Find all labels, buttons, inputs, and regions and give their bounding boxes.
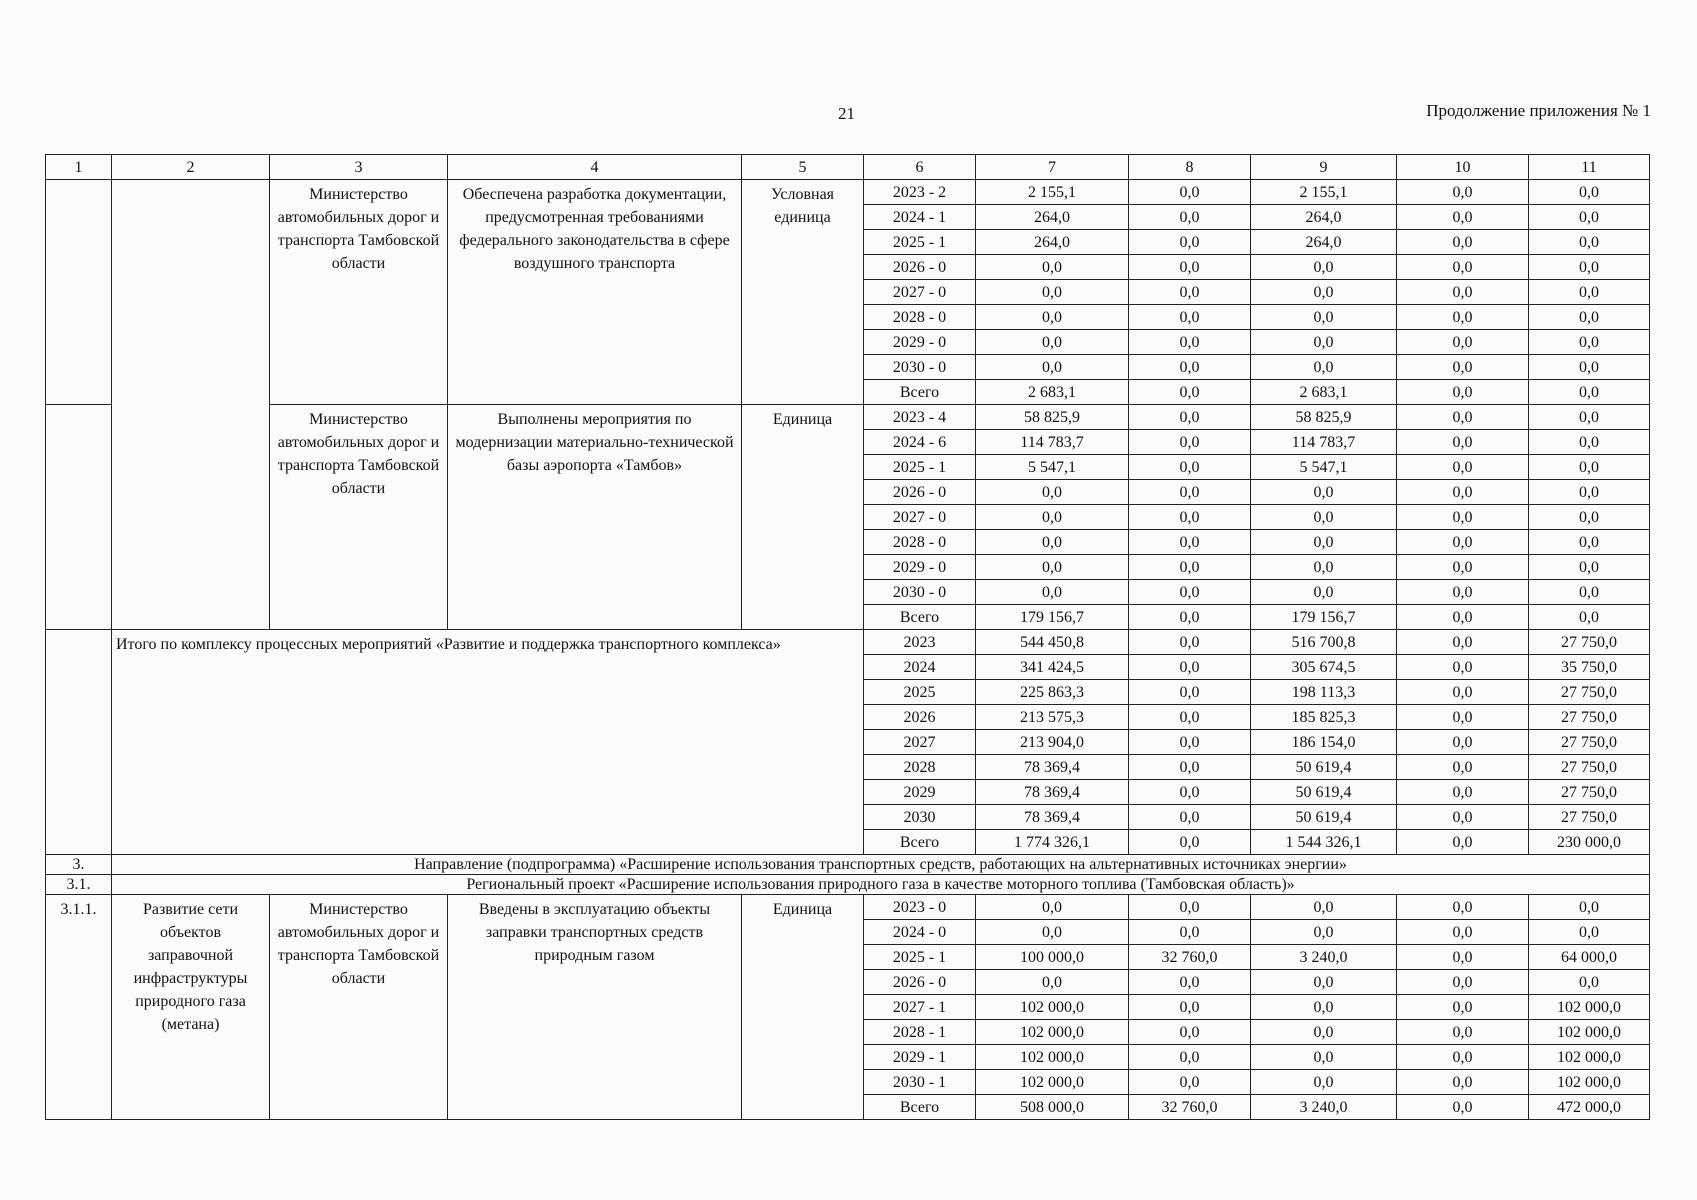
total-cell: 0,0 [976,280,1129,305]
executor-cell: Министерство автомобильных дорог и транспорта Тамбовской области [270,895,448,1120]
activity-name-cell [112,180,270,630]
regional-budget-cell: 185 825,3 [1251,705,1397,730]
total-cell: 0,0 [976,555,1129,580]
total-cell: 0,0 [976,970,1129,995]
federal-budget-cell: 0,0 [1129,730,1251,755]
total-cell: 213 904,0 [976,730,1129,755]
activity-name-cell: Развитие сети объектов заправочной инфраструктуры природного газа (метана) [112,895,270,1120]
total-cell: 0,0 [976,255,1129,280]
regional-budget-cell: 0,0 [1251,970,1397,995]
local-budget-cell: 0,0 [1397,630,1529,655]
regional-budget-cell: 50 619,4 [1251,755,1397,780]
total-cell: 5 547,1 [976,455,1129,480]
year-cell: 2024 - 1 [864,205,976,230]
federal-budget-cell: 0,0 [1129,655,1251,680]
regional-budget-cell: 1 544 326,1 [1251,830,1397,855]
header-cell: 1 [46,155,112,180]
total-cell: 0,0 [976,920,1129,945]
local-budget-cell: 0,0 [1397,555,1529,580]
year-cell: 2030 [864,805,976,830]
extrabudget-cell: 0,0 [1529,280,1650,305]
unit-cell: Единица [742,895,864,1120]
extrabudget-cell: 0,0 [1529,230,1650,255]
local-budget-cell: 0,0 [1397,230,1529,255]
regional-budget-cell: 114 783,7 [1251,430,1397,455]
extrabudget-cell: 102 000,0 [1529,995,1650,1020]
federal-budget-cell: 0,0 [1129,995,1251,1020]
year-cell: Всего [864,1095,976,1120]
table-body [46,155,1650,1120]
federal-budget-cell: 32 760,0 [1129,1095,1251,1120]
header-cell: 2 [112,155,270,180]
year-cell: 2027 [864,730,976,755]
extrabudget-cell: 0,0 [1529,205,1650,230]
total-cell: 0,0 [976,580,1129,605]
regional-budget-cell: 0,0 [1251,280,1397,305]
table-row [46,180,1650,205]
local-budget-cell: 0,0 [1397,830,1529,855]
federal-budget-cell: 0,0 [1129,580,1251,605]
regional-budget-cell: 5 547,1 [1251,455,1397,480]
local-budget-cell: 0,0 [1397,480,1529,505]
federal-budget-cell: 0,0 [1129,380,1251,405]
federal-budget-cell: 0,0 [1129,1045,1251,1070]
regional-budget-cell: 0,0 [1251,480,1397,505]
local-budget-cell: 0,0 [1397,1045,1529,1070]
federal-budget-cell: 0,0 [1129,255,1251,280]
year-cell: 2023 - 2 [864,180,976,205]
local-budget-cell: 0,0 [1397,705,1529,730]
federal-budget-cell: 0,0 [1129,680,1251,705]
page-number: 21 [838,104,855,123]
header-cell: 10 [1397,155,1529,180]
federal-budget-cell: 0,0 [1129,555,1251,580]
federal-budget-cell: 0,0 [1129,455,1251,480]
extrabudget-cell: 0,0 [1529,455,1650,480]
year-cell: 2028 - 0 [864,530,976,555]
federal-budget-cell: 0,0 [1129,1070,1251,1095]
year-cell: 2030 - 1 [864,1070,976,1095]
total-cell: 544 450,8 [976,630,1129,655]
table-row [46,630,1650,655]
regional-budget-cell: 0,0 [1251,505,1397,530]
header-cell: 5 [742,155,864,180]
regional-budget-cell: 2 683,1 [1251,380,1397,405]
regional-budget-cell: 50 619,4 [1251,780,1397,805]
total-cell: 78 369,4 [976,780,1129,805]
extrabudget-cell: 102 000,0 [1529,1045,1650,1070]
extrabudget-cell: 27 750,0 [1529,780,1650,805]
year-cell: 2028 - 1 [864,1020,976,1045]
year-cell: 2024 [864,655,976,680]
extrabudget-cell: 0,0 [1529,505,1650,530]
federal-budget-cell: 0,0 [1129,505,1251,530]
total-cell: 102 000,0 [976,1020,1129,1045]
year-cell: 2023 [864,630,976,655]
local-budget-cell: 0,0 [1397,605,1529,630]
total-cell: 0,0 [976,330,1129,355]
extrabudget-cell: 0,0 [1529,380,1650,405]
year-cell: 2023 - 0 [864,895,976,920]
header-cell: 11 [1529,155,1650,180]
extrabudget-cell: 472 000,0 [1529,1095,1650,1120]
result-cell: Обеспечена разработка документации, предусмотренная требованиями федерального законодательства в сфере воздушного транспорта [448,180,742,405]
table-row [46,895,1650,920]
federal-budget-cell: 0,0 [1129,355,1251,380]
total-cell: 0,0 [976,530,1129,555]
local-budget-cell: 0,0 [1397,730,1529,755]
row-number-cell [46,630,112,855]
regional-budget-cell: 2 155,1 [1251,180,1397,205]
year-cell: 2029 [864,780,976,805]
extrabudget-cell: 102 000,0 [1529,1070,1650,1095]
section-title-cell: Направление (подпрограмма) «Расширение использования транспортных средств, работающих на альтернативных источниках энергии» [112,855,1650,875]
row-number-cell [46,180,112,405]
extrabudget-cell: 27 750,0 [1529,730,1650,755]
extrabudget-cell: 0,0 [1529,305,1650,330]
total-cell: 1 774 326,1 [976,830,1129,855]
extrabudget-cell: 0,0 [1529,530,1650,555]
extrabudget-cell: 27 750,0 [1529,805,1650,830]
total-cell: 102 000,0 [976,1045,1129,1070]
regional-budget-cell: 0,0 [1251,555,1397,580]
year-cell: 2028 - 0 [864,305,976,330]
local-budget-cell: 0,0 [1397,255,1529,280]
regional-budget-cell: 0,0 [1251,1070,1397,1095]
local-budget-cell: 0,0 [1397,780,1529,805]
total-cell: 264,0 [976,205,1129,230]
year-cell: 2029 - 0 [864,555,976,580]
year-cell: Всего [864,605,976,630]
extrabudget-cell: 0,0 [1529,605,1650,630]
year-cell: 2026 - 0 [864,480,976,505]
extrabudget-cell: 0,0 [1529,970,1650,995]
extrabudget-cell: 0,0 [1529,330,1650,355]
executor-cell: Министерство автомобильных дорог и транспорта Тамбовской области [270,180,448,405]
regional-budget-cell: 50 619,4 [1251,805,1397,830]
federal-budget-cell: 0,0 [1129,755,1251,780]
total-cell: 102 000,0 [976,995,1129,1020]
regional-budget-cell: 0,0 [1251,995,1397,1020]
unit-cell: Единица [742,405,864,630]
regional-budget-cell: 0,0 [1251,1020,1397,1045]
year-cell: 2024 - 0 [864,920,976,945]
total-cell: 78 369,4 [976,805,1129,830]
total-cell: 264,0 [976,230,1129,255]
extrabudget-cell: 0,0 [1529,580,1650,605]
year-cell: Всего [864,830,976,855]
regional-budget-cell: 186 154,0 [1251,730,1397,755]
local-budget-cell: 0,0 [1397,530,1529,555]
year-cell: 2026 [864,705,976,730]
total-cell: 100 000,0 [976,945,1129,970]
total-cell: 0,0 [976,505,1129,530]
extrabudget-cell: 0,0 [1529,480,1650,505]
local-budget-cell: 0,0 [1397,580,1529,605]
total-cell: 508 000,0 [976,1095,1129,1120]
row-number-cell: 3.1.1. [46,895,112,1120]
total-cell: 78 369,4 [976,755,1129,780]
local-budget-cell: 0,0 [1397,1020,1529,1045]
regional-budget-cell: 58 825,9 [1251,405,1397,430]
total-cell: 58 825,9 [976,405,1129,430]
federal-budget-cell: 0,0 [1129,205,1251,230]
local-budget-cell: 0,0 [1397,280,1529,305]
local-budget-cell: 0,0 [1397,355,1529,380]
federal-budget-cell: 0,0 [1129,430,1251,455]
local-budget-cell: 0,0 [1397,945,1529,970]
regional-budget-cell: 0,0 [1251,530,1397,555]
local-budget-cell: 0,0 [1397,330,1529,355]
total-cell: 0,0 [976,480,1129,505]
section-number-cell: 3. [46,855,112,875]
federal-budget-cell: 0,0 [1129,895,1251,920]
extrabudget-cell: 102 000,0 [1529,1020,1650,1045]
header-cell: 9 [1251,155,1397,180]
federal-budget-cell: 0,0 [1129,920,1251,945]
federal-budget-cell: 0,0 [1129,805,1251,830]
total-cell: 225 863,3 [976,680,1129,705]
federal-budget-cell: 0,0 [1129,405,1251,430]
federal-budget-cell: 32 760,0 [1129,945,1251,970]
local-budget-cell: 0,0 [1397,755,1529,780]
regional-budget-cell: 0,0 [1251,895,1397,920]
year-cell: 2025 - 1 [864,230,976,255]
extrabudget-cell: 0,0 [1529,255,1650,280]
year-cell: Всего [864,380,976,405]
regional-budget-cell: 0,0 [1251,1045,1397,1070]
local-budget-cell: 0,0 [1397,995,1529,1020]
local-budget-cell: 0,0 [1397,205,1529,230]
local-budget-cell: 0,0 [1397,305,1529,330]
section-3-1-row [46,875,1650,895]
appendix-table [45,154,1650,1120]
year-cell: 2026 - 0 [864,970,976,995]
local-budget-cell: 0,0 [1397,920,1529,945]
federal-budget-cell: 0,0 [1129,330,1251,355]
year-cell: 2027 - 0 [864,505,976,530]
local-budget-cell: 0,0 [1397,455,1529,480]
federal-budget-cell: 0,0 [1129,705,1251,730]
regional-budget-cell: 0,0 [1251,255,1397,280]
extrabudget-cell: 0,0 [1529,555,1650,580]
regional-budget-cell: 264,0 [1251,205,1397,230]
local-budget-cell: 0,0 [1397,970,1529,995]
year-cell: 2023 - 4 [864,405,976,430]
year-cell: 2025 [864,680,976,705]
complex-total-label: Итого по комплексу процессных мероприятий «Развитие и поддержка транспортного комплекса» [112,630,864,855]
total-cell: 0,0 [976,305,1129,330]
year-cell: 2030 - 0 [864,580,976,605]
row-number-cell [46,405,112,630]
extrabudget-cell: 27 750,0 [1529,755,1650,780]
year-cell: 2027 - 0 [864,280,976,305]
regional-budget-cell: 0,0 [1251,305,1397,330]
year-cell: 2027 - 1 [864,995,976,1020]
year-cell: 2025 - 1 [864,945,976,970]
extrabudget-cell: 27 750,0 [1529,705,1650,730]
total-cell: 341 424,5 [976,655,1129,680]
federal-budget-cell: 0,0 [1129,605,1251,630]
header-cell: 4 [448,155,742,180]
extrabudget-cell: 0,0 [1529,405,1650,430]
total-cell: 0,0 [976,895,1129,920]
federal-budget-cell: 0,0 [1129,180,1251,205]
regional-budget-cell: 198 113,3 [1251,680,1397,705]
year-cell: 2029 - 0 [864,330,976,355]
federal-budget-cell: 0,0 [1129,530,1251,555]
local-budget-cell: 0,0 [1397,1095,1529,1120]
federal-budget-cell: 0,0 [1129,230,1251,255]
extrabudget-cell: 27 750,0 [1529,630,1650,655]
total-cell: 114 783,7 [976,430,1129,455]
year-cell: 2028 [864,755,976,780]
regional-budget-cell: 3 240,0 [1251,1095,1397,1120]
year-cell: 2026 - 0 [864,255,976,280]
federal-budget-cell: 0,0 [1129,780,1251,805]
total-cell: 2 155,1 [976,180,1129,205]
local-budget-cell: 0,0 [1397,380,1529,405]
federal-budget-cell: 0,0 [1129,830,1251,855]
local-budget-cell: 0,0 [1397,180,1529,205]
regional-budget-cell: 0,0 [1251,920,1397,945]
extrabudget-cell: 0,0 [1529,355,1650,380]
header-cell: 6 [864,155,976,180]
federal-budget-cell: 0,0 [1129,630,1251,655]
local-budget-cell: 0,0 [1397,430,1529,455]
regional-budget-cell: 0,0 [1251,355,1397,380]
regional-budget-cell: 179 156,7 [1251,605,1397,630]
regional-budget-cell: 264,0 [1251,230,1397,255]
header-cell: 7 [976,155,1129,180]
total-cell: 213 575,3 [976,705,1129,730]
year-cell: 2030 - 0 [864,355,976,380]
executor-cell: Министерство автомобильных дорог и транспорта Тамбовской области [270,405,448,630]
local-budget-cell: 0,0 [1397,895,1529,920]
extrabudget-cell: 0,0 [1529,920,1650,945]
total-cell: 2 683,1 [976,380,1129,405]
total-cell: 179 156,7 [976,605,1129,630]
federal-budget-cell: 0,0 [1129,480,1251,505]
federal-budget-cell: 0,0 [1129,1020,1251,1045]
unit-cell: Условная единица [742,180,864,405]
header-cell: 8 [1129,155,1251,180]
section-number-cell: 3.1. [46,875,112,895]
local-budget-cell: 0,0 [1397,805,1529,830]
local-budget-cell: 0,0 [1397,405,1529,430]
regional-budget-cell: 3 240,0 [1251,945,1397,970]
column-number-header-row [46,155,1650,180]
year-cell: 2025 - 1 [864,455,976,480]
table-row [46,405,1650,430]
local-budget-cell: 0,0 [1397,655,1529,680]
federal-budget-cell: 0,0 [1129,305,1251,330]
year-cell: 2029 - 1 [864,1045,976,1070]
extrabudget-cell: 35 750,0 [1529,655,1650,680]
extrabudget-cell: 64 000,0 [1529,945,1650,970]
local-budget-cell: 0,0 [1397,680,1529,705]
federal-budget-cell: 0,0 [1129,280,1251,305]
regional-budget-cell: 516 700,8 [1251,630,1397,655]
extrabudget-cell: 0,0 [1529,180,1650,205]
total-cell: 0,0 [976,355,1129,380]
extrabudget-cell: 27 750,0 [1529,680,1650,705]
regional-budget-cell: 0,0 [1251,580,1397,605]
result-cell: Выполнены мероприятия по модернизации материально-технической базы аэропорта «Тамбов» [448,405,742,630]
extrabudget-cell: 0,0 [1529,430,1650,455]
header-cell: 3 [270,155,448,180]
regional-budget-cell: 0,0 [1251,330,1397,355]
extrabudget-cell: 0,0 [1529,895,1650,920]
section-title-cell: Региональный проект «Расширение использования природного газа в качестве моторного топлива (Тамбовская область)» [112,875,1650,895]
year-cell: 2024 - 6 [864,430,976,455]
section-3-row [46,855,1650,875]
local-budget-cell: 0,0 [1397,1070,1529,1095]
regional-budget-cell: 305 674,5 [1251,655,1397,680]
appendix-continuation-note: Продолжение приложения № 1 [1426,101,1651,120]
total-cell: 102 000,0 [976,1070,1129,1095]
local-budget-cell: 0,0 [1397,505,1529,530]
extrabudget-cell: 230 000,0 [1529,830,1650,855]
federal-budget-cell: 0,0 [1129,970,1251,995]
result-cell: Введены в эксплуатацию объекты заправки транспортных средств природным газом [448,895,742,1120]
